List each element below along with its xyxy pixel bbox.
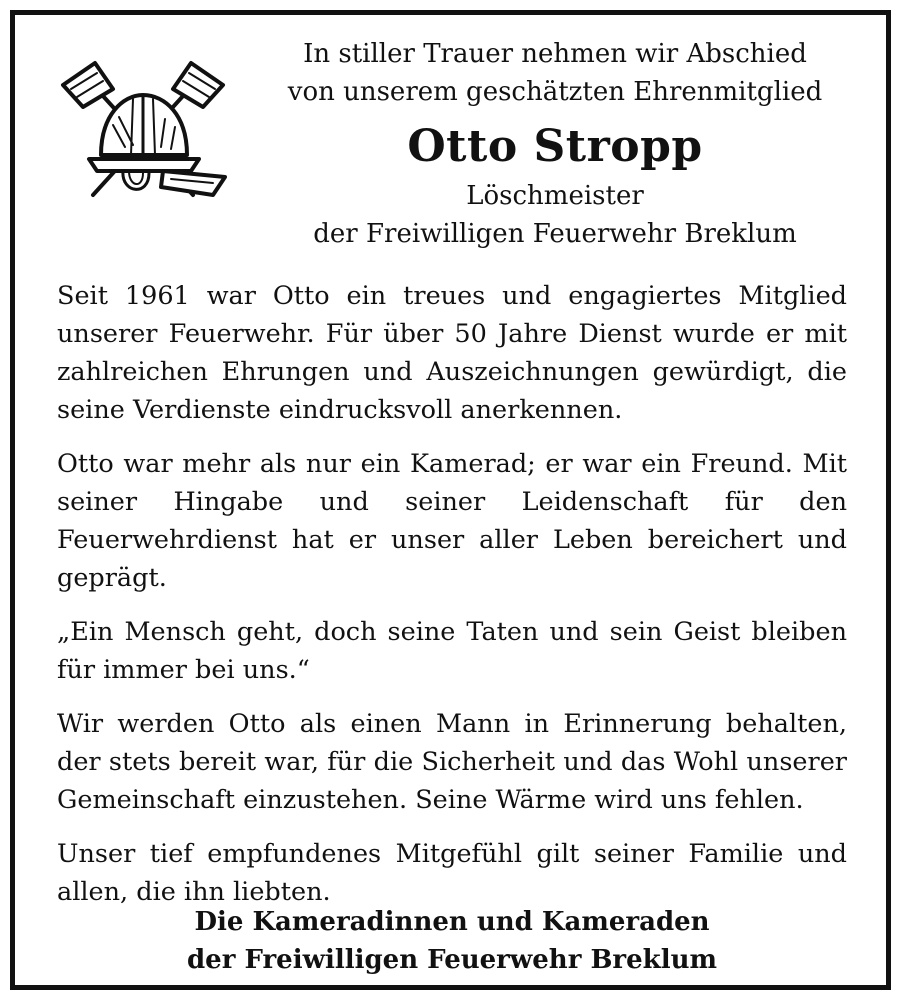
deceased-rank: Löschmeister [466, 181, 644, 211]
deceased-name: Otto Stropp [407, 121, 703, 172]
intro-line-1: In stiller Trauer nehmen wir Abschied [303, 39, 807, 69]
paragraph-condolence: Unser tief empfundenes Mitgefühl gilt seiner Familie und allen, die ihn liebten. [57, 839, 847, 907]
paragraph-memory: Wir werden Otto als einen Mann in Erinnerung behalten, der stets bereit war, für die Sicherheit und das Wohl unserer Gemeinschaft einzustehen. Seine Wärme wird uns fehlen. [57, 709, 847, 815]
signature-line-1: Die Kameradinnen und Kameraden [194, 907, 710, 937]
obituary-frame [10, 10, 891, 990]
paragraph-friend: Otto war mehr als nur ein Kamerad; er war ein Freund. Mit seiner Hingabe und seiner Leidenschaft für den Feuerwehrdienst hat er unser aller Leben bereichert und geprägt. [57, 449, 847, 593]
deceased-organization: der Freiwilligen Feuerwehr Breklum [313, 219, 797, 249]
obituary-body [57, 277, 847, 927]
paragraph-quote: „Ein Mensch geht, doch seine Taten und sein Geist bleiben für immer bei uns.“ [57, 617, 847, 685]
obituary-signature [57, 903, 847, 979]
intro-line-2: von unserem geschätzten Ehrenmitglied [287, 77, 823, 107]
fire-helmet-crossed-axes-icon [53, 55, 233, 205]
signature-line-2: der Freiwilligen Feuerwehr Breklum [187, 945, 717, 975]
paragraph-service: Seit 1961 war Otto ein treues und engagiertes Mitglied unserer Feuerwehr. Für über 50 Jahre Dienst wurde er mit zahlreichen Ehrungen und Auszeichnungen gewürdigt, die seine Verdienste eindrucksvoll anerkennen. [57, 281, 847, 425]
obituary-header [245, 35, 865, 253]
